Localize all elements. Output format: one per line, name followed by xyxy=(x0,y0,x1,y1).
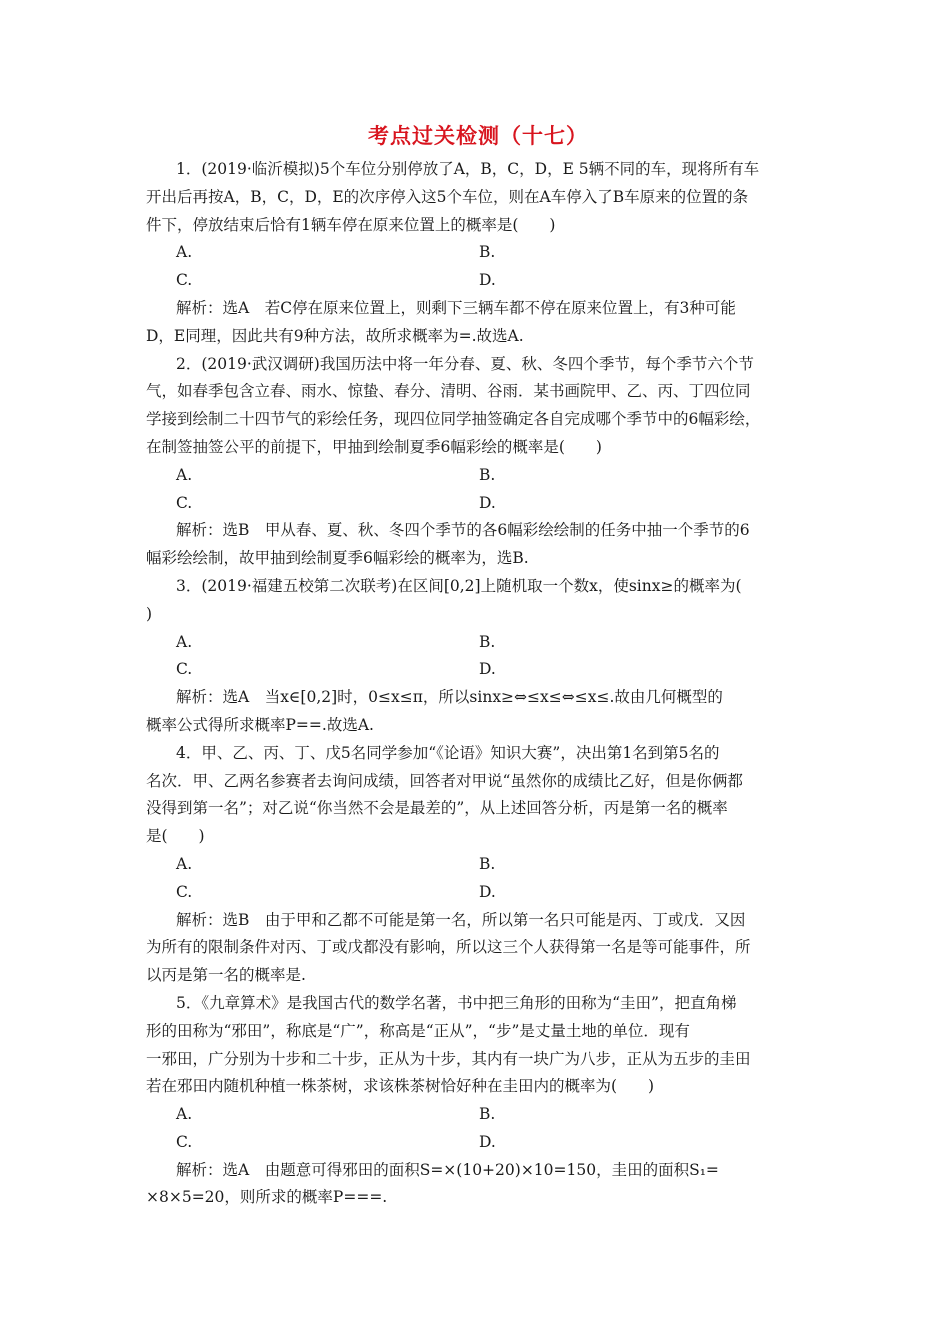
option-b: B. xyxy=(479,243,496,262)
question-stem-line: 若在邪田内随机种植一株茶树，求该株茶树恰好种在圭田内的概率为( ) xyxy=(146,1077,655,1096)
analysis-line: 解析：选A 由题意可得邪田的面积S=×(10+20)×10=150，圭田的面积S₁= xyxy=(176,1160,719,1179)
option-row xyxy=(146,1101,810,1129)
option-d: D. xyxy=(479,1132,496,1151)
option-d: D. xyxy=(479,493,496,512)
analysis-line: ×8×5=20，则所求的概率P===. xyxy=(146,1188,388,1207)
option-c: C. xyxy=(176,1132,193,1151)
option-row xyxy=(146,462,810,490)
option-a: A. xyxy=(176,632,193,651)
option-c: C. xyxy=(176,882,193,901)
analysis-line: 解析：选B 甲从春、夏、秋、冬四个季节的各6幅彩绘绘制的任务中抽一个季节的6 xyxy=(176,521,750,540)
question-5 xyxy=(146,990,810,1212)
option-d: D. xyxy=(479,271,496,290)
option-row xyxy=(146,656,810,684)
option-a: A. xyxy=(176,854,193,873)
question-stem-line: 3．(2019·福建五校第二次联考)在区间[0,2]上随机取一个数x，使sinx≥的概率为( xyxy=(176,576,742,595)
question-stem-line: 在制签抽签公平的前提下，甲抽到绘制夏季6幅彩绘的概率是( ) xyxy=(146,437,602,456)
option-a: A. xyxy=(176,243,193,262)
question-stem-line: 名次．甲、乙两名参赛者去询问成绩，回答者对甲说“虽然你的成绩比乙好，但是你俩都 xyxy=(146,771,743,790)
analysis-line: 概率公式得所求概率P==.故选A. xyxy=(146,715,374,734)
question-list xyxy=(146,156,810,1212)
option-d: D. xyxy=(479,882,496,901)
option-c: C. xyxy=(176,660,193,679)
option-row xyxy=(146,851,810,879)
question-3 xyxy=(146,573,810,740)
analysis-line: 为所有的限制条件对丙、丁或戊都没有影响，所以这三个人获得第一名是等可能事件，所 xyxy=(146,938,751,957)
option-a: A. xyxy=(176,465,193,484)
question-stem-line: 是( ) xyxy=(146,827,205,846)
question-stem-line: 1．(2019·临沂模拟)5个车位分别停放了A，B，C，D，E 5辆不同的车，现将所有车 xyxy=(176,160,760,178)
analysis-line: D，E同理，因此共有9种方法，故所求概率为=.故选A. xyxy=(146,326,524,345)
question-4 xyxy=(146,740,810,990)
question-stem-line: 开出后再按A，B，C，D，E的次序停入这5个车位，则在A车停入了B车原来的位置的条 xyxy=(146,187,749,206)
document-page xyxy=(146,116,810,1212)
question-stem-line: 件下，停放结束后恰有1辆车停在原来位置上的概率是( ) xyxy=(146,215,556,234)
option-row xyxy=(146,629,810,657)
analysis-line: 幅彩绘绘制，故甲抽到绘制夏季6幅彩绘的概率为，选B. xyxy=(146,549,529,568)
question-stem-line: 没得到第一名”；对乙说“你当然不会是最差的”，从上述回答分析，丙是第一名的概率 xyxy=(146,799,728,818)
page-title: 考点过关检测（十七） xyxy=(368,123,588,148)
option-c: C. xyxy=(176,493,193,512)
option-row xyxy=(146,267,810,295)
option-c: C. xyxy=(176,271,193,290)
question-stem-line: 4．甲、乙、丙、丁、戊5名同学参加“《论语》知识大赛”，决出第1名到第5名的 xyxy=(176,743,720,762)
analysis-line: 解析：选A 当x∈[0,2]时，0≤x≤π，所以sinx≥⇔≤x≤⇔≤x≤.故由几何概型的 xyxy=(176,688,723,707)
question-stem-line: 形的田称为“邪田”，称底是“广”，称高是“正从”，“步”是丈量土地的单位．现有 xyxy=(146,1021,690,1040)
question-stem-line: ) xyxy=(146,604,153,623)
option-b: B. xyxy=(479,465,496,484)
question-stem-line: 2．(2019·武汉调研)我国历法中将一年分春、夏、秋、冬四个季节，每个季节六个节 xyxy=(176,354,754,373)
option-row xyxy=(146,490,810,518)
option-d: D. xyxy=(479,660,496,679)
option-b: B. xyxy=(479,854,496,873)
option-row xyxy=(146,1129,810,1157)
analysis-line: 解析：选A 若C停在原来位置上，则剩下三辆车都不停在原来位置上，有3种可能 xyxy=(176,298,736,317)
option-row xyxy=(146,879,810,907)
analysis-line: 以丙是第一名的概率是. xyxy=(146,966,306,985)
option-b: B. xyxy=(479,632,496,651)
option-row xyxy=(146,239,810,267)
question-1 xyxy=(146,156,810,351)
question-2 xyxy=(146,351,810,573)
option-b: B. xyxy=(479,1105,496,1124)
question-stem-line: 一邪田，广分别为十步和二十步，正从为十步，其内有一块广为八步，正从为五步的圭田 xyxy=(146,1049,751,1068)
option-a: A. xyxy=(176,1105,193,1124)
question-stem-line: 5．《九章算术》是我国古代的数学名著，书中把三角形的田称为“圭田”，把直角梯 xyxy=(176,993,737,1012)
analysis-line: 解析：选B 由于甲和乙都不可能是第一名，所以第一名只可能是丙、丁或戊．又因 xyxy=(176,910,746,929)
question-stem-line: 学接到绘制二十四节气的彩绘任务，现四位同学抽签确定各自完成哪个季节中的6幅彩绘， xyxy=(146,410,761,429)
question-stem-line: 气，如春季包含立春、雨水、惊蛰、春分、清明、谷雨．某书画院甲、乙、丙、丁四位同 xyxy=(146,382,751,401)
